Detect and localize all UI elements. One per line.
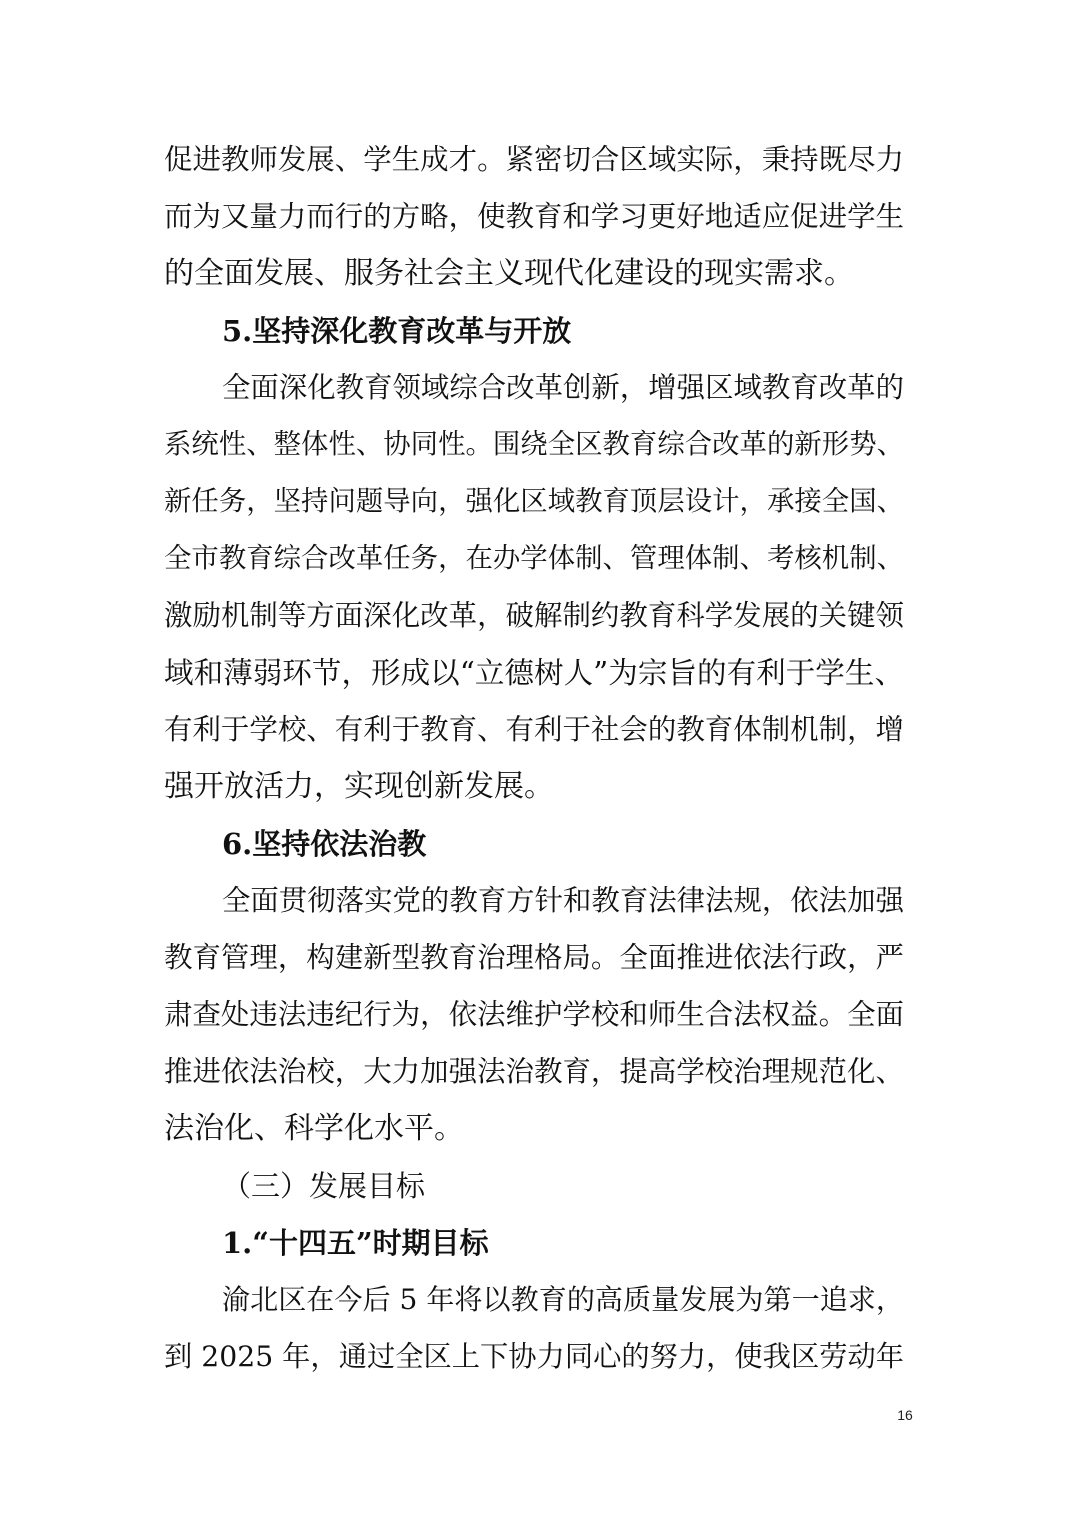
body-text-line: 法治化、科学化水平。 <box>164 1111 464 1146</box>
body-text-line: 教育管理，构建新型教育治理格局。全面推进依法行政，严 <box>164 941 904 974</box>
body-text-line: 全面贯彻落实党的教育方针和教育法律法规，依法加强 <box>222 884 904 917</box>
page-number: 16 <box>897 1407 913 1423</box>
body-text-line: 域和薄弱环节，形成以“立德树人”为宗旨的有利于学生、 <box>164 656 904 690</box>
body-text-line: 推进依法治校，大力加强法治教育，提高学校治理规范化、 <box>164 1055 904 1088</box>
section-heading-5: 5.坚持深化教育改革与开放 <box>222 314 572 348</box>
body-text-line: 系统性、整体性、协同性。围绕全区教育综合改革的新形势、 <box>164 429 904 460</box>
body-text-line: 渝北区在今后 5 年将以教育的高质量发展为第一追求， <box>222 1283 904 1316</box>
body-text-line: 强开放活力，实现创新发展。 <box>164 769 554 804</box>
body-text-line: 全面深化教育领域综合改革创新，增强区域教育改革的 <box>222 371 904 404</box>
body-text-line: 新任务，坚持问题导向，强化区域教育顶层设计，承接全国、 <box>164 486 904 517</box>
section-heading-6: 6.坚持依法治教 <box>222 827 427 861</box>
subsection-heading-14th-five-year: 1.“十四五”时期目标 <box>222 1226 489 1260</box>
section-heading-goals: （三）发展目标 <box>222 1169 426 1203</box>
body-text-line: 全市教育综合改革任务，在办学体制、管理体制、考核机制、 <box>164 543 904 574</box>
body-text-line: 的全面发展、服务社会主义现代化建设的现实需求。 <box>164 256 854 291</box>
body-text-line: 有利于学校、有利于教育、有利于社会的教育体制机制，增 <box>164 713 904 746</box>
body-text-line: 促进教师发展、学生成才。紧密切合区域实际，秉持既尽力 <box>164 143 904 176</box>
body-text-line: 而为又量力而行的方略，使教育和学习更好地适应促进学生 <box>164 200 904 233</box>
body-text-line: 肃查处违法违纪行为，依法维护学校和师生合法权益。全面 <box>164 998 904 1031</box>
body-text-line: 激励机制等方面深化改革，破解制约教育科学发展的关键领 <box>164 599 904 632</box>
body-text-line: 到 2025 年，通过全区上下协力同心的努力，使我区劳动年 <box>164 1340 905 1373</box>
